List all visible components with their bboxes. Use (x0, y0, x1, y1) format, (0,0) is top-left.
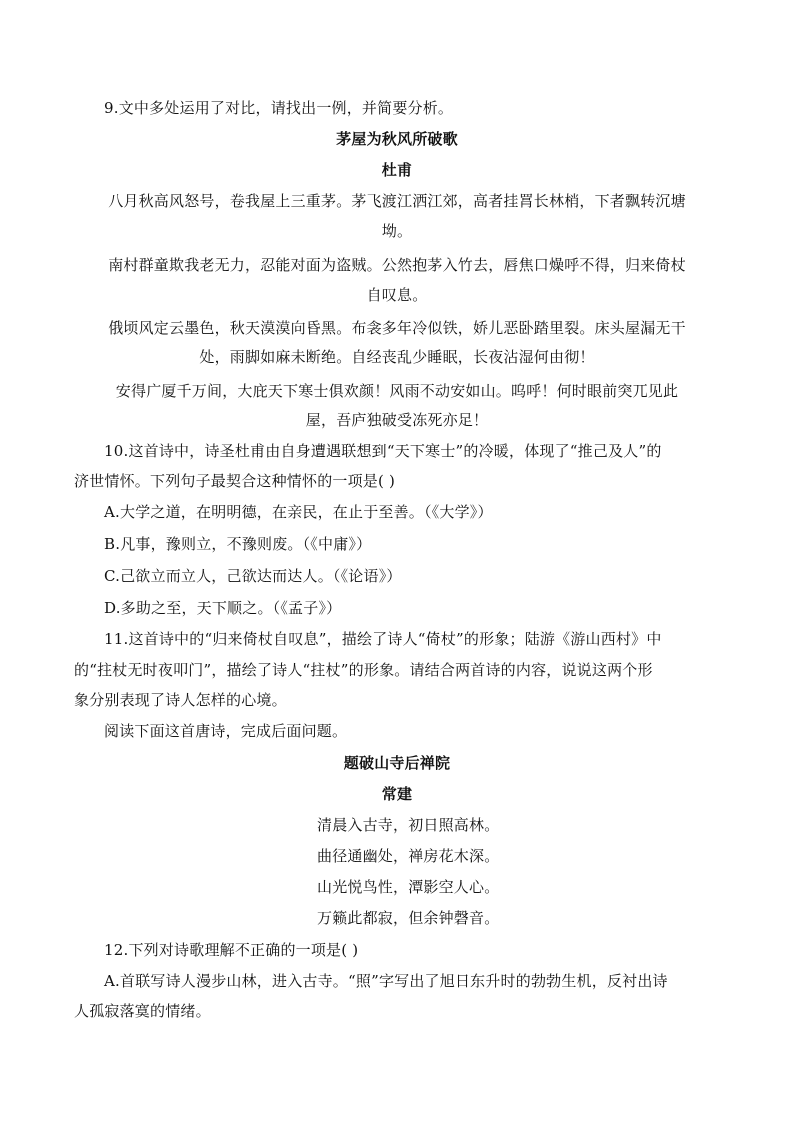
poem-1-stanza-4-line-1: 安得广厦千万间，大庇天下寒士俱欢颜！风雨不动安如山。呜呼！何时眼前突兀见此 (115, 382, 679, 400)
question-10-option-c: C.己欲立而立人，己欲达而达人。（《论语》） (104, 567, 402, 585)
question-12-option-a-line-1: A.首联写诗人漫步山林，进入古寺。“照”字写出了旭日东升时的勃勃生机，反衬出诗 (104, 972, 668, 990)
question-10-line-1: 10.这首诗中，诗圣杜甫由自身遭遇联想到“天下寒士”的冷暖，体现了“推己及人”的 (104, 442, 662, 460)
poem-1-stanza-1-line-2: 坳。 (381, 222, 413, 240)
question-9: 9.文中多处运用了对比，请找出一例，并简要分析。 (104, 99, 454, 117)
poem-1-stanza-4-line-2: 屋，吾庐独破受冻死亦足！ (305, 411, 489, 429)
poem-1-author: 杜甫 (381, 161, 413, 179)
poem-1-stanza-1-line-1: 八月秋高风怒号，卷我屋上三重茅。茅飞渡江洒江郊，高者挂罥长林梢，下者飘转沉塘 (108, 192, 686, 210)
poem-2-line-1: 清晨入古寺，初日照高林。 (317, 816, 500, 834)
reading-instruction: 阅读下面这首唐诗，完成后面问题。 (104, 722, 348, 740)
poem-1-stanza-2-line-2: 自叹息。 (366, 286, 428, 304)
question-11-line-2: 的“拄杖无时夜叩门”，描绘了诗人“拄杖”的形象。请结合两首诗的内容，说说这两个形 (74, 661, 653, 679)
poem-2-author: 常建 (381, 785, 413, 803)
question-12-option-a-line-2: 人孤寂落寞的情绪。 (74, 1002, 211, 1020)
poem-2-title: 题破山寺后禅院 (343, 754, 451, 772)
question-12-stem: 12.下列对诗歌理解不正确的一项是( ) (104, 941, 359, 959)
question-10-option-b: B.凡事，豫则立，不豫则废。（《中庸》） (104, 535, 372, 553)
question-10-line-2: 济世情怀。下列句子最契合这种情怀的一项是( ) (74, 472, 396, 490)
question-11-line-3: 象分别表现了诗人怎样的心境。 (74, 691, 287, 709)
poem-2-line-3: 山光悦鸟性，潭影空人心。 (317, 878, 500, 896)
poem-1-stanza-3-line-1: 俄顷风定云墨色，秋天漠漠向昏黑。布衾多年冷似铁，娇儿恶卧踏里裂。床头屋漏无干 (108, 319, 686, 337)
poem-1-stanza-3-line-2: 处，雨脚如麻未断绝。自经丧乱少睡眠，长夜沾湿何由彻！ (199, 348, 595, 366)
poem-1-stanza-2-line-1: 南村群童欺我老无力，忍能对面为盗贼。公然抱茅入竹去，唇焦口燥呼不得，归来倚杖 (108, 256, 686, 274)
question-11-line-1: 11.这首诗中的“归来倚杖自叹息”，描绘了诗人“倚杖”的形象；陆游《游山西村》中 (104, 630, 662, 648)
question-10-option-d: D.多助之至，天下顺之。（《孟子》） (104, 599, 342, 617)
question-10-option-a: A.大学之道，在明明德，在亲民，在止于至善。（《大学》） (104, 503, 493, 521)
poem-2-line-4: 万籁此都寂，但余钟磬音。 (317, 909, 500, 927)
poem-1-title: 茅屋为秋风所破歌 (336, 130, 458, 148)
poem-2-line-2: 曲径通幽处，禅房花木深。 (317, 847, 500, 865)
